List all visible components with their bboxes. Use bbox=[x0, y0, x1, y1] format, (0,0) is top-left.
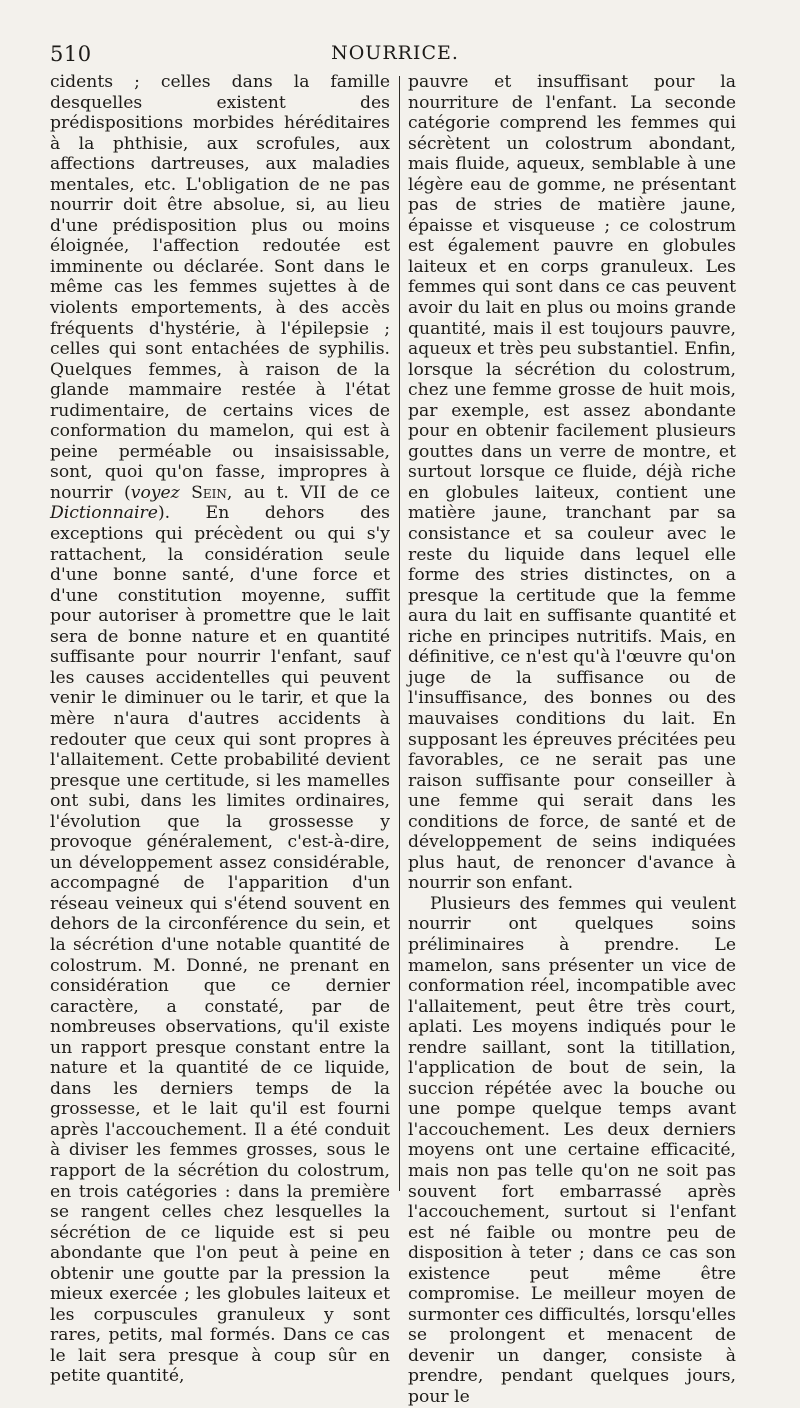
right-paragraph-1: pauvre et insuffisant pour la nourriture de l'enfant. La seconde catégorie comprend les femmes qui sécrètent un colostrum abondant, mais fluide, aqueux, semblable à une légère eau de gomme, ne présentant pas de stries de matière jaune, épaisse et visqueuse ; ce colostrum est également pauvre en globules laiteux et en corps granuleux. Les femmes qui sont dans ce cas peuvent avoir du lait en plus ou moins grande quantité, mais il est toujours pauvre, aqueux et très peu substantiel. Enfin, lorsque la sécrétion du colostrum, chez une femme grosse de huit mois, par exemple, est assez abondante pour en obtenir facilement plusieurs gouttes dans un verre de montre, et surtout lorsque ce fluide, déjà riche en globules laiteux, contient une matière jaune, tranchant par sa consistance et sa couleur avec le reste du liquide dans lequel elle forme des stries distinctes, on a presque la certitude que la femme aura du lait en suffisante quantité et riche en principes nutritifs. Mais, en définitive, ce n'est qu'à l'œuvre qu'on juge de la suffisance ou de l'insuffisance, des bonnes ou des mauvaises conditions du lait. En supposant les épreuves précitées peu favorables, ce ne serait pas une raison suffisante pour conseiller à une femme qui serait dans les conditions de force, de santé et de développement de seins indiquées plus haut, de renoncer d'avance à nourrir son enfant. bbox=[408, 72, 736, 894]
left-text-mid-ref: , au t. VII de ce bbox=[226, 482, 390, 503]
ref-voyez: voyez bbox=[130, 482, 180, 503]
ref-sein: Sein bbox=[191, 482, 227, 503]
left-column bbox=[50, 72, 390, 1387]
right-paragraph-2: Plusieurs des femmes qui veulent nourrir ont quelques soins préliminaires à prendre. Le mamelon, sans présenter un vice de conformation réel, incompatible avec l'allaitement, peut être très court, aplati. Les moyens indiqués pour le rendre saillant, sont la titillation, l'application de bout de sein, la succion répétée avec la bouche ou une pompe quelque temps avant l'accouchement. Les deux derniers moyens ont une certaine efficacité, mais non pas telle qu'on ne soit pas souvent fort embarrassé après l'accouchement, surtout si l'enfant est né faible ou montre peu de disposition à teter ; dans ce cas son existence peut même être compromise. Le meilleur moyen de surmonter ces difficultés, lorsqu'elles se prolongent et menacent de devenir un danger, consiste à prendre, pendant quelques jours, pour le bbox=[408, 893, 736, 1407]
ref-dictionnaire: Dictionnaire bbox=[50, 503, 158, 524]
page-number: 510 bbox=[50, 42, 92, 66]
column-divider bbox=[399, 76, 400, 1191]
running-title: NOURRICE. bbox=[331, 42, 459, 64]
page-header bbox=[50, 42, 740, 72]
left-text-before-ref: cidents ; celles dans la famille desquelles existent des prédispositions morbides héréditaires à la phthisie, aux scrofules, aux affections dartreuses, aux maladies mentales, etc. L'obligation de ne pas nourrir doit être absolue, si, au lieu d'une prédisposition plus ou moins éloignée, l'affection redoutée est imminente ou déclarée. Sont dans le même cas les femmes sujettes à de violents emportements, à des accès fréquents d'hystérie, à l'épilepsie ; celles qui sont entachées de syphilis. Quelques femmes, à raison de la glande mammaire restée à l'état rudimentaire, de certains vices de conformation du mamelon, qui est à peine perméable ou insaisissable, sont, quoi qu'on fasse, impropres à nourrir ( bbox=[50, 72, 390, 503]
right-column bbox=[408, 72, 736, 1408]
left-text-after-ref: ). En dehors des exceptions qui précèdent ou qui s'y rattachent, la considération seule d'une bonne santé, d'une force et d'une constitution moyenne, suffit pour autoriser à promettre que le lait sera de bonne nature et en quantité suffisante pour nourrir l'enfant, sauf les causes accidentelles qui peuvent venir le diminuer ou le tarir, et que la mère n'aura d'autres accidents à redouter que ceux qui sont propres à l'allaitement. Cette probabilité devient presque une certitude, si les mamelles ont subi, dans les limites ordinaires, l'évolution que la grossesse y provoque généralement, c'est-à-dire, un développement assez considérable, accompagné de l'apparition d'un réseau veineux qui s'étend souvent en dehors de la circonférence du sein, et la sécrétion d'une notable quantité de colostrum. M. Donné, ne prenant en considération que ce dernier caractère, a constaté, par de nombreuses observations, qu'il existe un rapport presque constant entre la nature et la quantité de ce liquide, dans les derniers temps de la grossesse, et le lait qu'il est fourni après l'accouchement. Il a été conduit à diviser les femmes grosses, sous le rapport de la sécrétion du colostrum, en trois catégories : dans la première se rangent celles chez lesquelles la sécrétion de ce liquide est si peu abondante que l'on peut à peine en obtenir une goutte par la pression la mieux exercée ; les globules laiteux et les corpuscules granuleux y sont rares, petits, mal formés. Dans ce cas le lait sera presque à coup sûr en petite quantité, bbox=[50, 503, 390, 1387]
left-column-paragraph bbox=[50, 72, 390, 1387]
